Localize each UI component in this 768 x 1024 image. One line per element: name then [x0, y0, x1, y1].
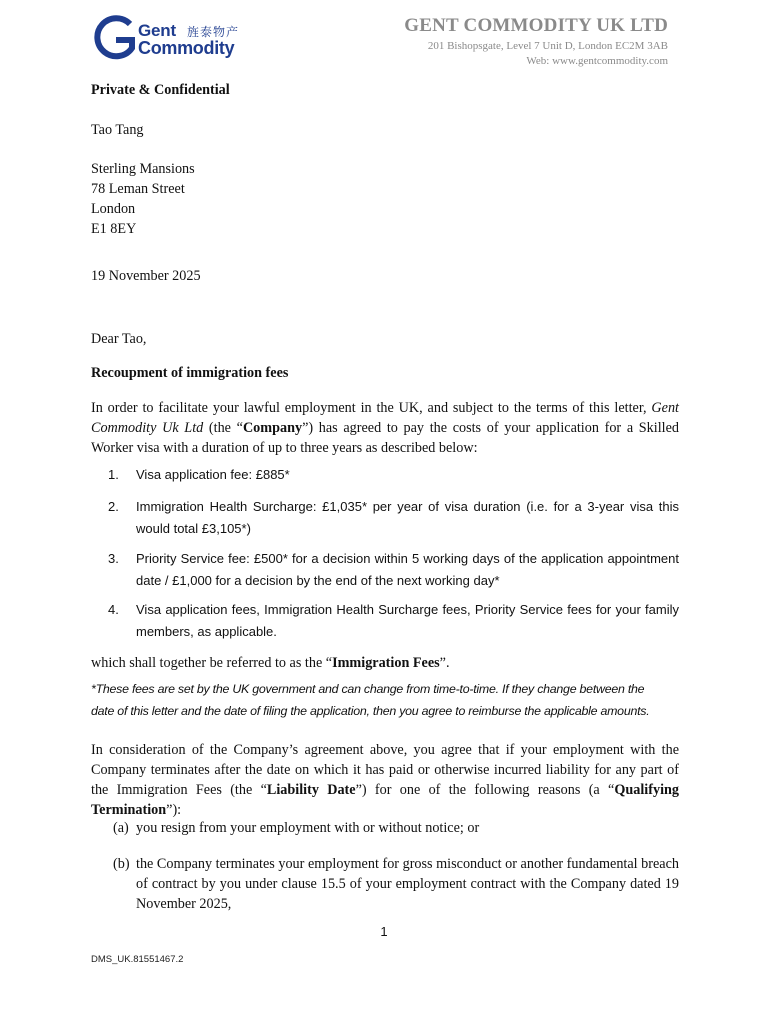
fee-item-text: Immigration Health Surcharge: £1,035* per year of visa duration (i.e. for a 3-year visa this would total £3,105*) [136, 499, 679, 536]
fee-item-number: 1. [108, 467, 119, 482]
recipient-address-line-3: London [91, 201, 136, 217]
fee-item-number: 3. [108, 551, 119, 566]
immigration-fees-definition: which shall together be referred to as the “Immigration Fees”. [91, 655, 450, 671]
company-name: GENT COMMODITY UK LTD [404, 15, 668, 36]
recipient-name: Tao Tang [91, 122, 144, 138]
confidential-label: Private & Confidential [91, 82, 230, 98]
logo-text-gent: Gent [138, 21, 176, 40]
letter-subject: Recoupment of immigration fees [91, 365, 289, 381]
reason-label: (b) [113, 856, 130, 872]
logo-g-icon [92, 14, 136, 64]
consideration-paragraph: In consideration of the Company’s agreement above, you agree that if your employment with the Company terminates after the date on which it has paid or otherwise incurred liability for any part of the Immigration Fees (the “Liability Date”) for one of the following reasons (a “Qualifying Termination”): [91, 742, 679, 818]
fees-note-line-2: date of this letter and the date of filing the application, then you agree to reimburse the applicable amounts. [91, 704, 650, 718]
fees-note-line-1: *These fees are set by the UK government and can change from time-to-time. If they change between the [91, 682, 645, 696]
recipient-address-line-4: E1 8EY [91, 221, 137, 237]
document-reference: DMS_UK.81551467.2 [91, 954, 184, 965]
recipient-address-line-2: 78 Leman Street [91, 181, 185, 197]
recipient-address-line-1: Sterling Mansions [91, 161, 195, 177]
fee-item-text: Priority Service fee: £500* for a decision within 5 working days of the application appointment date / £1,000 for a decision by the end of the next working day* [136, 551, 679, 588]
fee-item-text: Visa application fee: £885* [136, 467, 290, 482]
company-web: Web: www.gentcommodity.com [526, 55, 668, 67]
logo-text-commodity: Commodity [138, 38, 235, 58]
logo-text-chinese: 旌泰物产 [187, 25, 240, 39]
fee-item-number: 4. [108, 602, 119, 617]
reason-text: you resign from your employment with or without notice; or [136, 820, 480, 836]
fee-item-text: Visa application fees, Immigration Health Surcharge fees, Priority Service fees for your family members, as applicable. [136, 602, 679, 639]
page-number: 1 [380, 924, 388, 939]
reason-text: the Company terminates your employment for gross misconduct or another fundamental breach of contract by you under clause 15.5 of your employment contract with the Company dated 19 November 2025, [136, 856, 679, 912]
company-address: 201 Bishopsgate, Level 7 Unit D, London EC2M 3AB [427, 40, 668, 52]
intro-paragraph: In order to facilitate your lawful employment in the UK, and subject to the terms of this letter, Gent Commodity Uk Ltd (the “Company”) has agreed to pay the costs of your application for a Skilled Worker visa with a duration of up to three years as described below: [91, 400, 679, 456]
salutation: Dear Tao, [91, 331, 147, 347]
letter-date: 19 November 2025 [91, 268, 201, 284]
reason-label: (a) [113, 820, 129, 836]
company-logo [92, 14, 262, 66]
fee-item-number: 2. [108, 499, 119, 514]
